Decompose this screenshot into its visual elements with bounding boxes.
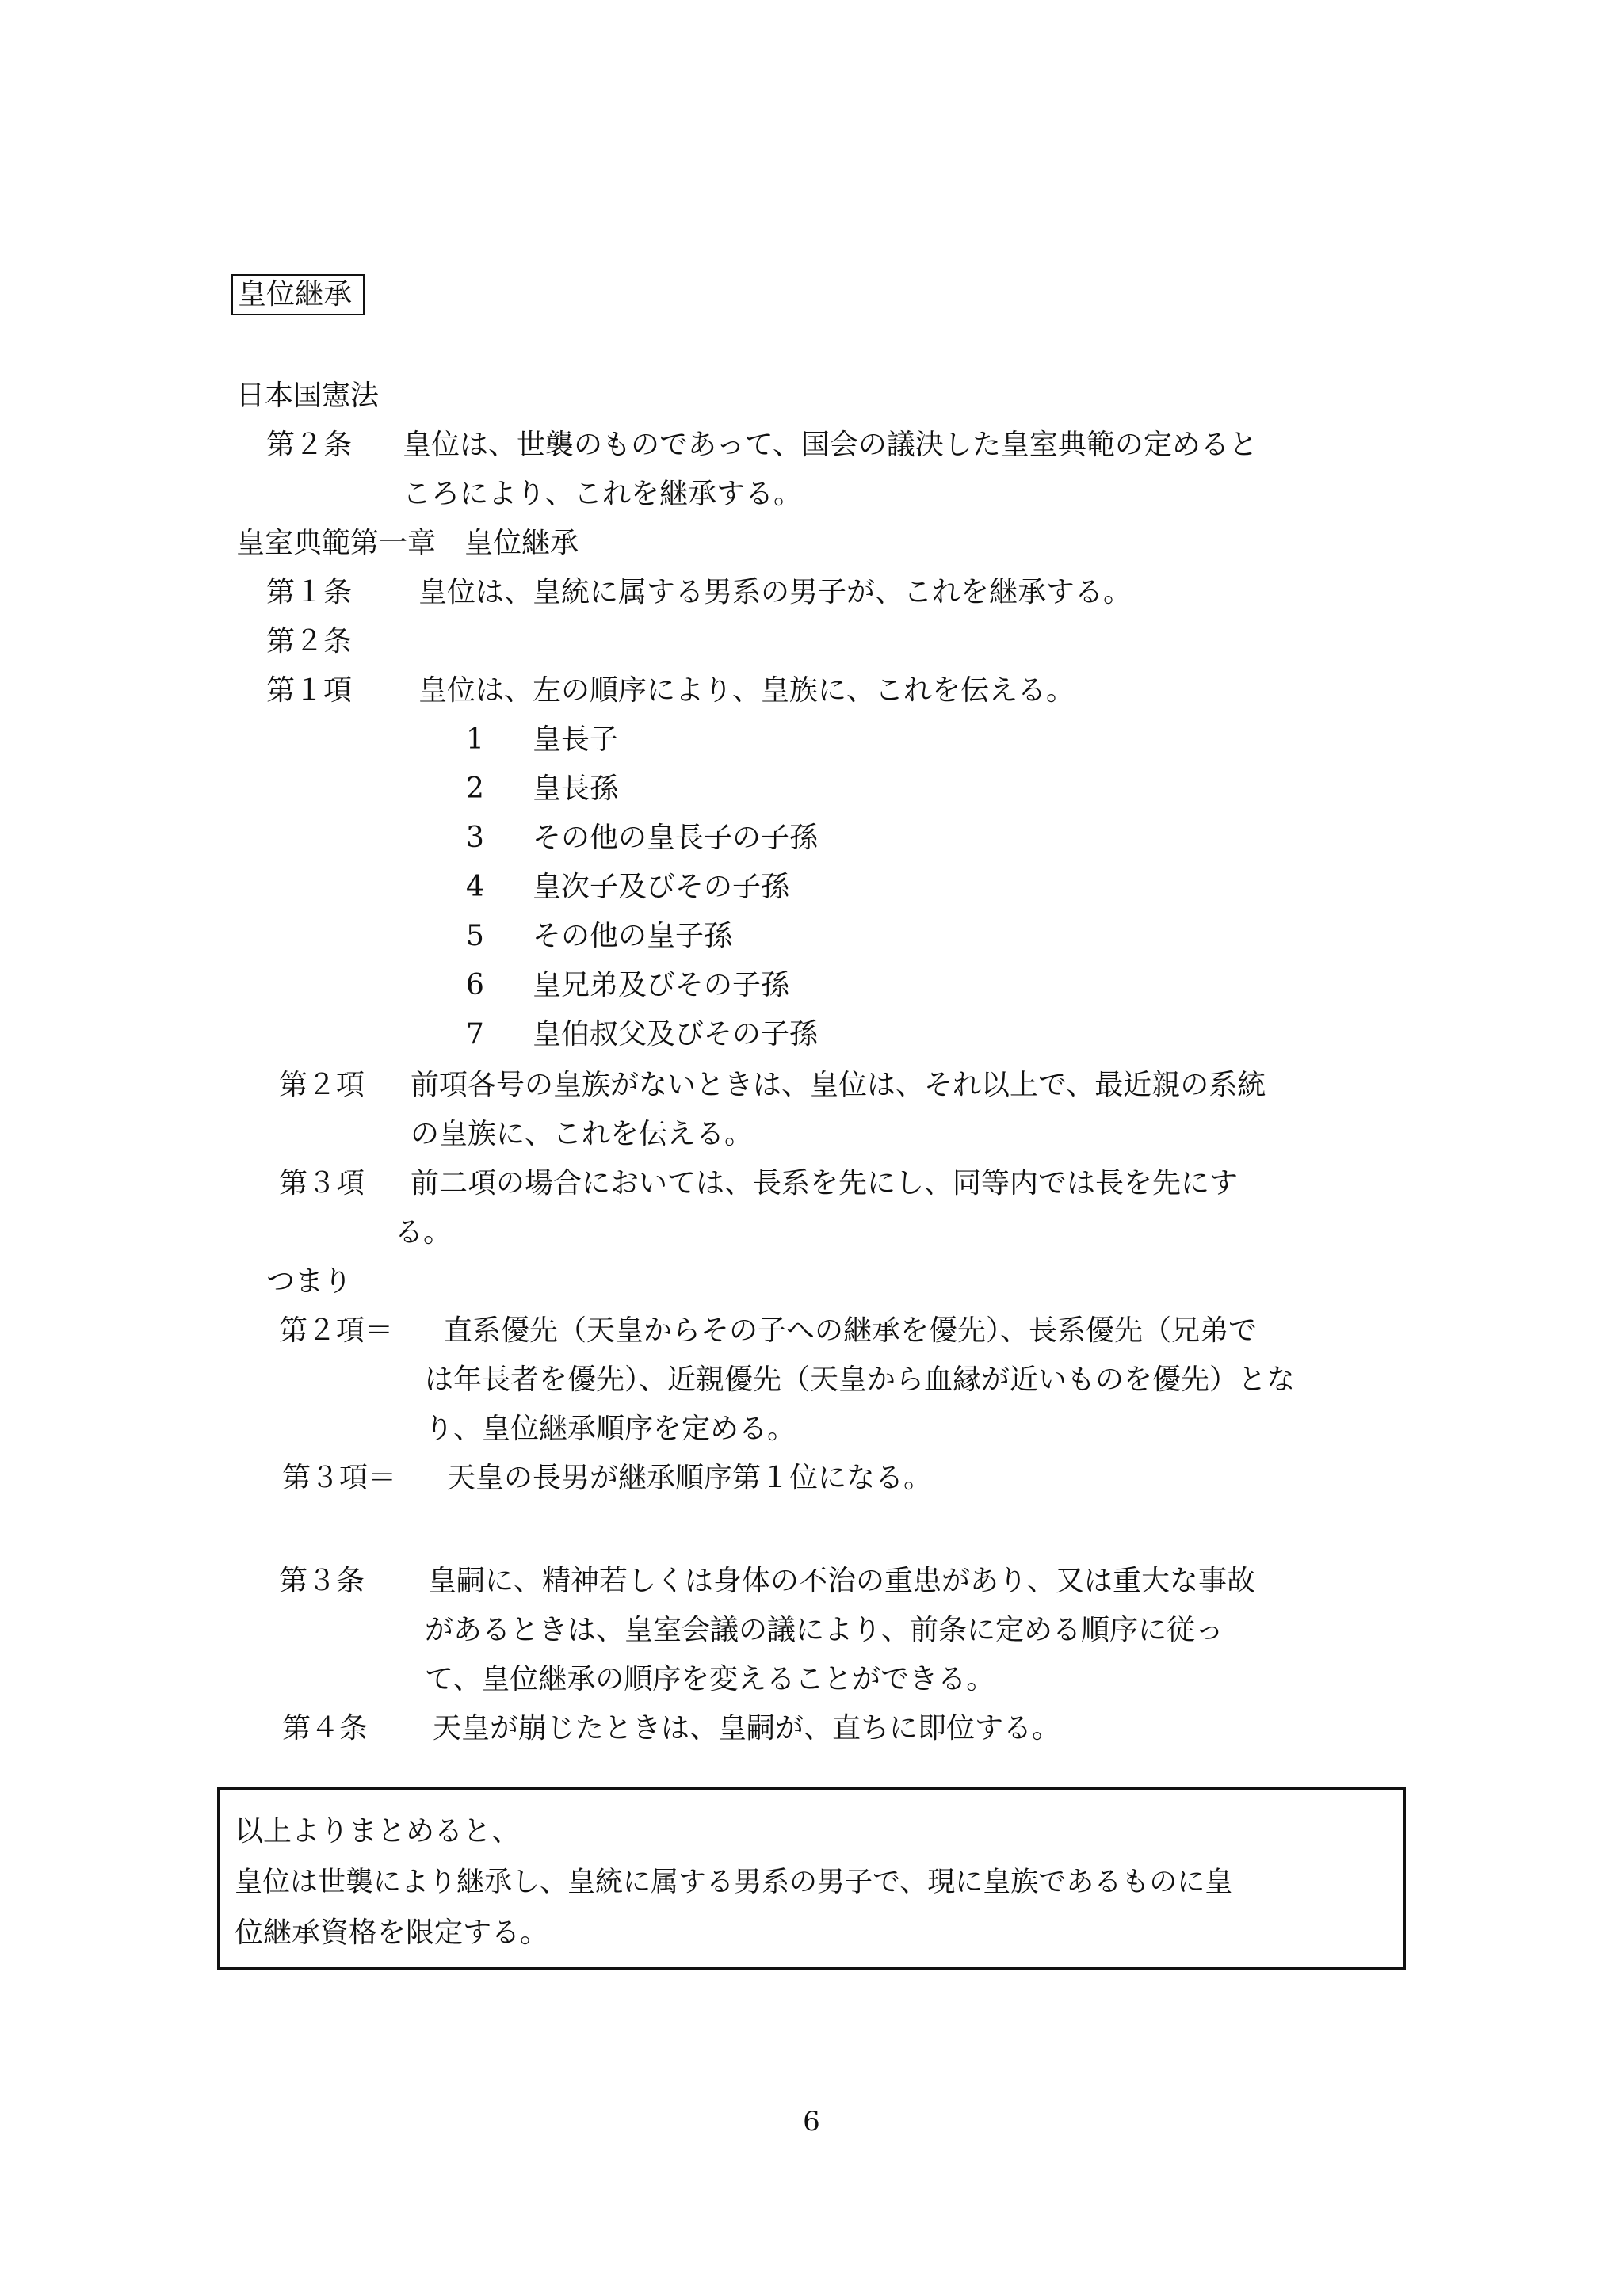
- summary-line3: 位継承資格を限定する。: [235, 1917, 549, 1949]
- para1-label: 第１項: [266, 674, 353, 707]
- para3-line2: る。: [395, 1216, 453, 1249]
- order-number: 5: [466, 920, 484, 952]
- article2-label: 第２条: [266, 625, 353, 658]
- order-number: 6: [466, 969, 484, 1001]
- para2-line1: 前項各号の皇族がないときは、皇位は、それ以上で、最近親の系統: [411, 1069, 1266, 1101]
- section-title: 皇位継承: [231, 274, 365, 315]
- order-number: 1: [466, 723, 484, 756]
- explanation-para2-line2: は年長者を優先）、近親優先（天皇から血縁が近いものを優先）とな: [425, 1363, 1296, 1396]
- article1-text: 皇位は、皇統に属する男系の男子が、これを継承する。: [418, 576, 1132, 608]
- article3-line3: て、皇位継承の順序を変えることができる。: [425, 1663, 995, 1695]
- article3-label: 第３条: [279, 1565, 365, 1597]
- constitution-heading: 日本国憲法: [236, 379, 380, 412]
- para3-line1: 前二項の場合においては、長系を先にし、同等内では長を先にす: [411, 1167, 1239, 1199]
- explanation-para2-line1: 直系優先（天皇からその子への継承を優先）、長系優先（兄弟で: [444, 1314, 1258, 1347]
- order-number: 2: [466, 772, 484, 805]
- order-text: 皇長子: [533, 723, 619, 756]
- summary-line1: 以上よりまとめると、: [235, 1815, 521, 1848]
- explanation-para2-label: 第２項＝: [279, 1314, 394, 1347]
- article3-line2: があるときは、皇室会議の議により、前条に定める順序に従っ: [425, 1614, 1224, 1646]
- article4-text: 天皇が崩じたときは、皇嗣が、直ちに即位する。: [433, 1712, 1061, 1745]
- order-number: 4: [466, 871, 484, 903]
- order-text: 皇伯叔父及びその子孫: [533, 1018, 819, 1051]
- order-text: 皇兄弟及びその子孫: [533, 969, 790, 1001]
- explanation-para3-label: 第３項＝: [282, 1462, 397, 1494]
- constitution-article2-line2: ころにより、これを継承する。: [403, 478, 803, 510]
- article1-label: 第１条: [266, 576, 353, 608]
- imperial-law-heading: 皇室典範第一章 皇位継承: [236, 527, 579, 559]
- para3-label: 第３項: [279, 1167, 365, 1199]
- order-text: 皇長孫: [533, 772, 619, 805]
- para2-label: 第２項: [279, 1069, 365, 1101]
- order-text: その他の皇子孫: [533, 920, 733, 952]
- constitution-article2-line1: 皇位は、世襲のものであって、国会の議決した皇室典範の定めると: [403, 429, 1258, 461]
- para1-text: 皇位は、左の順序により、皇族に、これを伝える。: [418, 674, 1075, 707]
- order-text: 皇次子及びその子孫: [533, 871, 790, 903]
- order-number: 7: [466, 1018, 484, 1051]
- order-number: 3: [466, 822, 484, 854]
- para2-line2: の皇族に、これを伝える。: [411, 1118, 754, 1150]
- explanation-para3-text: 天皇の長男が継承順序第１位になる。: [447, 1462, 933, 1494]
- article4-label: 第４条: [282, 1712, 369, 1745]
- constitution-article2-label: 第２条: [266, 429, 353, 461]
- article3-line1: 皇嗣に、精神若しくは身体の不治の重患があり、又は重大な事故: [428, 1565, 1256, 1597]
- page-number: 6: [803, 2106, 820, 2138]
- tsumari: つまり: [266, 1265, 353, 1298]
- summary-line2: 皇位は世襲により継承し、皇統に属する男系の男子で、現に皇族であるものに皇: [235, 1867, 1233, 1898]
- order-text: その他の皇長子の子孫: [533, 822, 819, 854]
- explanation-para2-line3: り、皇位継承順序を定める。: [425, 1413, 796, 1445]
